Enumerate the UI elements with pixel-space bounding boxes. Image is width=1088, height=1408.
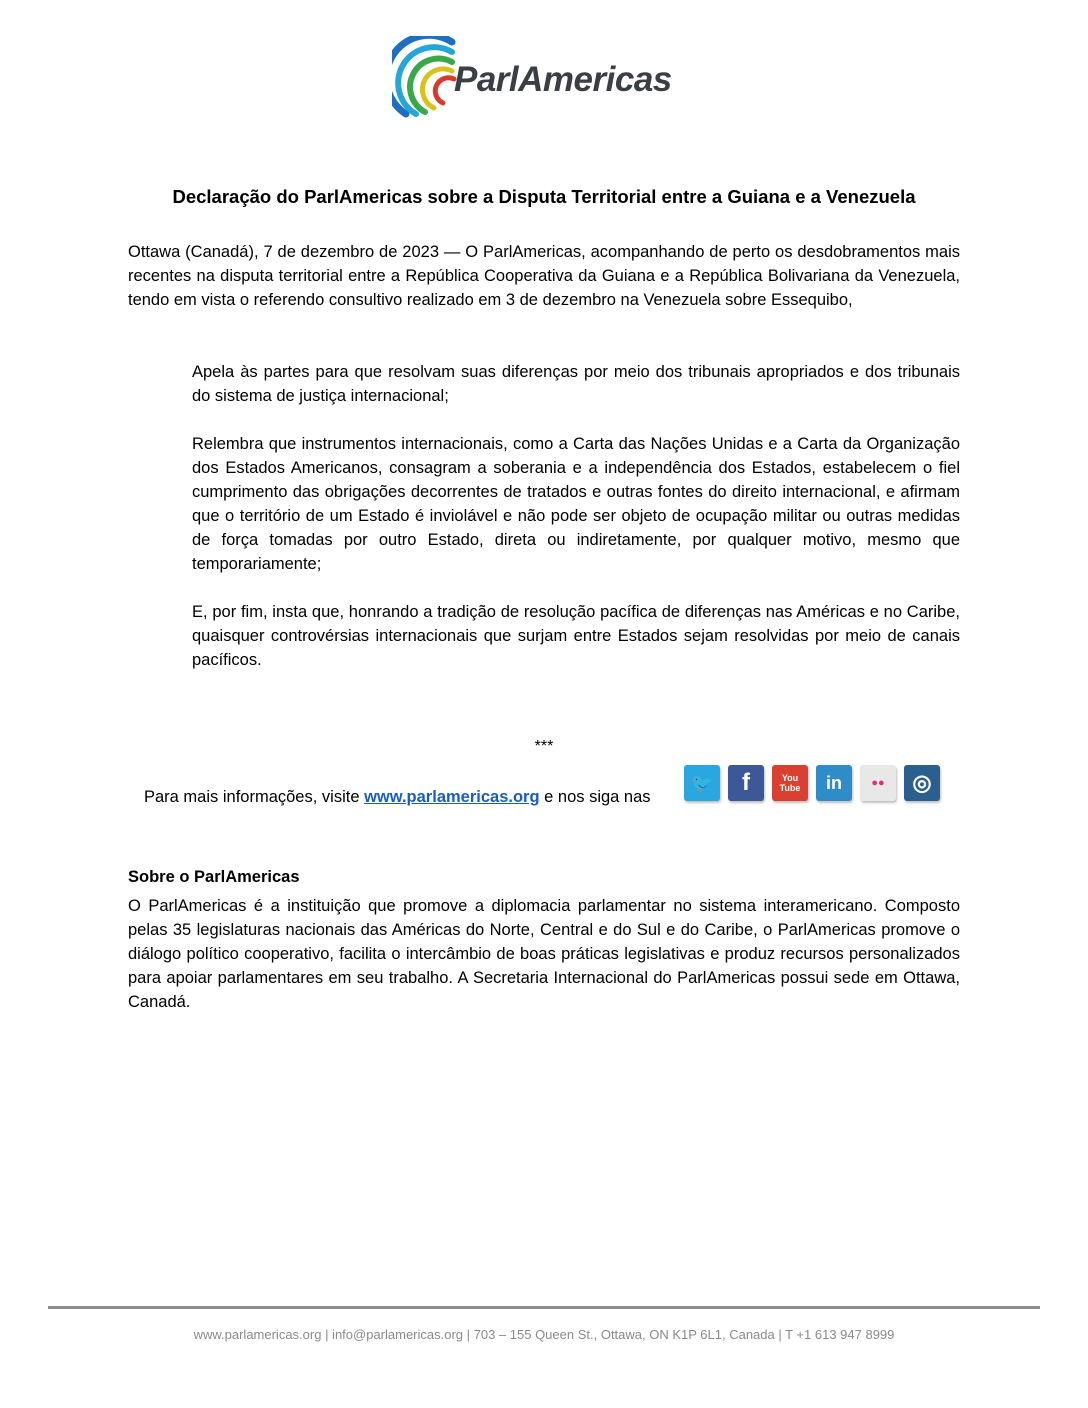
linkedin-icon[interactable]: in bbox=[816, 765, 852, 801]
more-info-line bbox=[144, 788, 651, 807]
instagram-icon[interactable]: ◎ bbox=[904, 765, 940, 801]
website-link[interactable]: www.parlamericas.org bbox=[364, 788, 540, 806]
twitter-icon[interactable]: 🐦 bbox=[684, 765, 720, 801]
info-suffix: e nos siga nas bbox=[539, 788, 651, 806]
about-heading: Sobre o ParlAmericas bbox=[128, 868, 300, 886]
about-paragraph: O ParlAmericas é a instituição que promove a diplomacia parlamentar no sistema interamericano. Composto pelas 35 legislaturas nacionais das Américas do Norte, Central e do Sul e do Caribe, o ParlAmericas promove o diálogo político cooperativo, facilita o intercâmbio de boas práticas legislativas e produz recursos personalizados para apoiar parlamentares em seu trabalho. A Secretaria Internacional do ParlAmericas possui sede em Ottawa, Canadá. bbox=[128, 897, 960, 1011]
point-paragraph-3: E, por fim, insta que, honrando a tradição de resolução pacífica de diferenças nas Américas e no Caribe, quaisquer controvérsias internacionais que surjam entre Estados sejam resolvidas por meio de canais pacíficos. bbox=[192, 603, 960, 669]
youtube-icon[interactable]: You Tube bbox=[772, 765, 808, 801]
info-prefix: Para mais informações, visite bbox=[144, 788, 365, 806]
footer-divider bbox=[48, 1306, 1040, 1309]
section-separator: *** bbox=[534, 738, 554, 755]
logo-text: ParlAmericas bbox=[454, 60, 672, 99]
facebook-icon[interactable]: f bbox=[728, 765, 764, 801]
parlamericas-logo bbox=[392, 36, 702, 126]
point-paragraph-1: Apela às partes para que resolvam suas diferenças por meio dos tribunais apropriados e dos tribunais do sistema de justiça internacional; bbox=[192, 363, 960, 405]
footer-contact: www.parlamericas.org | info@parlamericas.org | 703 – 155 Queen St., Ottawa, ON K1P 6L1, Canada | T +1 613 947 8999 bbox=[193, 1327, 895, 1342]
intro-paragraph: Ottawa (Canadá), 7 de dezembro de 2023 — O ParlAmericas, acompanhando de perto os desdobramentos mais recentes na disputa territorial entre a República Cooperativa da Guiana e a República Bolivariana da Venezuela, tendo em vista o referendo consultivo realizado em 3 de dezembro na Venezuela sobre Essequibo, bbox=[128, 243, 960, 309]
point-paragraph-2: Relembra que instrumentos internacionais, como a Carta das Nações Unidas e a Carta da Organização dos Estados Americanos, consagram a soberania e a independência dos Estados, estabelecem o fiel cumprimento das obrigações decorrentes de tratados e outras fontes do direito internacional, e afirmam que o território de um Estado é inviolável e não pode ser objeto de ocupação militar ou outras medidas de força tomadas por outro Estado, direta ou indiretamente, por qualquer motivo, mesmo que temporariamente; bbox=[192, 435, 960, 573]
flickr-icon[interactable]: ●● bbox=[860, 765, 896, 801]
document-title: Declaração do ParlAmericas sobre a Disputa Territorial entre a Guiana e a Venezuela bbox=[172, 186, 916, 207]
